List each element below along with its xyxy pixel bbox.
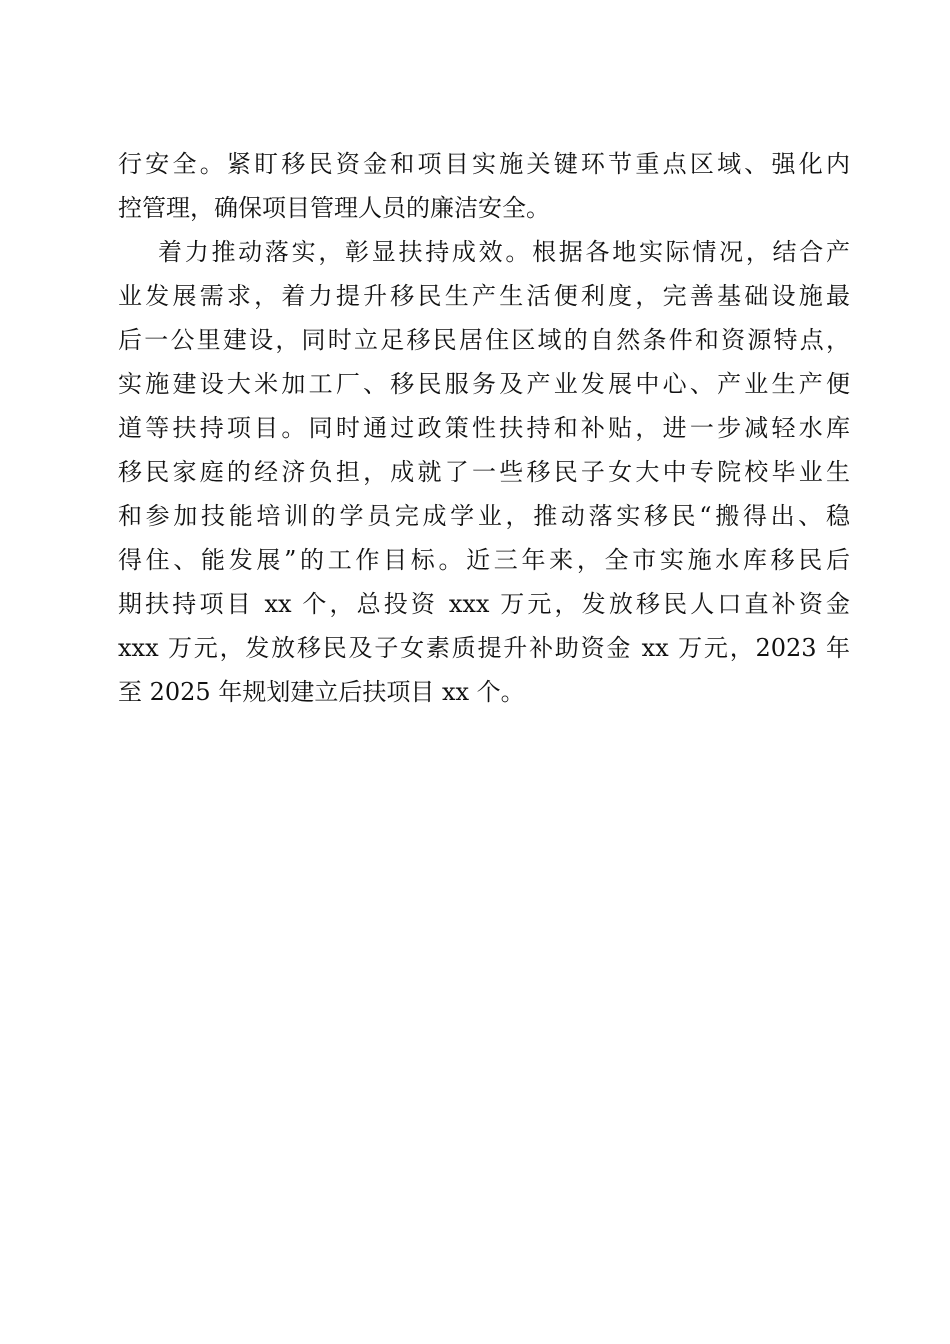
text-line: 和参加技能培训的学员完成学业，推动落实移民“搬得出、稳 — [118, 502, 850, 530]
text-line: 道等扶持项目。同时通过政策性扶持和补贴，进一步减轻水库 — [118, 414, 850, 442]
text-line: 得住、能发展”的工作目标。近三年来，全市实施水库移民后 — [118, 546, 850, 574]
text-line: 至 2025 年规划建立后扶项目 xx 个。 — [118, 678, 525, 706]
text-line: 行安全。紧盯移民资金和项目实施关键环节重点区域、强化内 — [118, 150, 850, 178]
body-text — [118, 142, 850, 714]
text-line: 业发展需求，着力提升移民生产生活便利度，完善基础设施最 — [118, 282, 850, 310]
text-line: 期扶持项目 xx 个，总投资 xxx 万元，发放移民人口直补资金 — [118, 590, 850, 618]
text-line: 移民家庭的经济负担，成就了一些移民子女大中专院校毕业生 — [118, 458, 850, 486]
text-line: 后一公里建设，同时立足移民居住区域的自然条件和资源特点， — [118, 326, 850, 354]
paragraph-first-line: 着力推动落实，彰显扶持成效。根据各地实际情况，结合产 — [158, 238, 850, 266]
text-line: xxx 万元，发放移民及子女素质提升补助资金 xx 万元，2023 年 — [118, 634, 850, 662]
text-line: 实施建设大米加工厂、移民服务及产业发展中心、产业生产便 — [118, 370, 850, 398]
text-line: 控管理，确保项目管理人员的廉洁安全。 — [118, 194, 550, 222]
